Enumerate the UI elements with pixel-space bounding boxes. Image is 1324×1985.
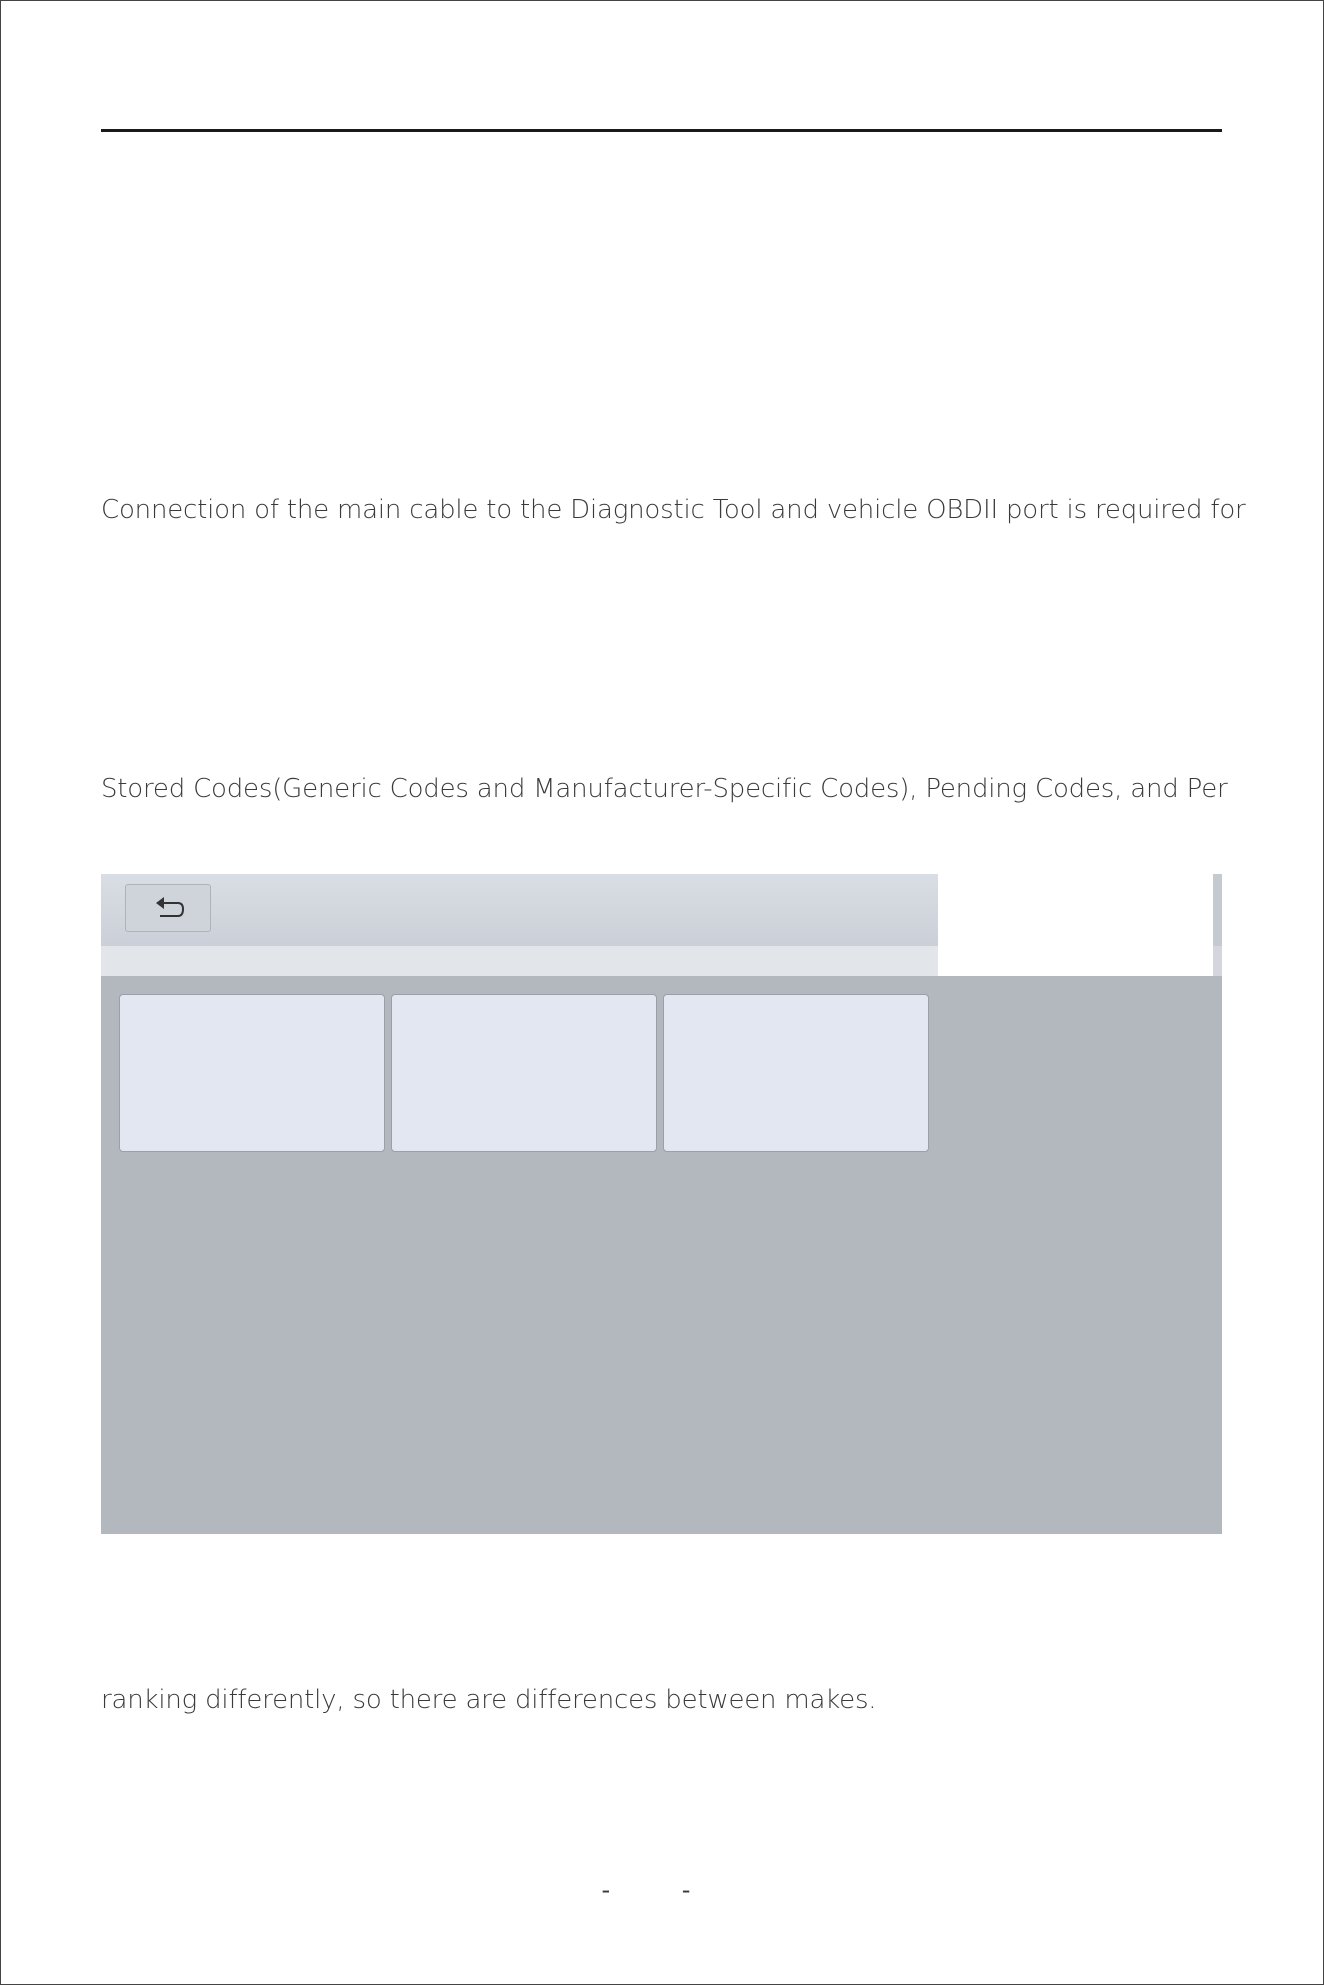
header-rule xyxy=(101,129,1222,132)
paragraph-connection: Connection of the main cable to the Diagnostic Tool and vehicle OBDII port is required for xyxy=(101,495,1246,525)
screen-right-strip xyxy=(1213,874,1222,976)
paragraph-codes: Stored Codes(Generic Codes and Manufacturer-Specific Codes), Pending Codes, and Per xyxy=(101,774,1228,804)
diagnostic-screenshot xyxy=(101,874,1222,1534)
page-number: - - xyxy=(601,1876,723,1904)
back-arrow-icon xyxy=(148,893,188,923)
screen-title-bar xyxy=(101,874,938,946)
function-tile-1[interactable] xyxy=(119,994,385,1152)
back-button[interactable] xyxy=(125,884,211,932)
screen-sub-bar xyxy=(101,946,938,976)
function-tile-3[interactable] xyxy=(663,994,929,1152)
screen-content-area xyxy=(101,976,1222,1534)
function-tile-2[interactable] xyxy=(391,994,657,1152)
paragraph-ranking: ranking differently, so there are differences between makes. xyxy=(101,1685,877,1715)
